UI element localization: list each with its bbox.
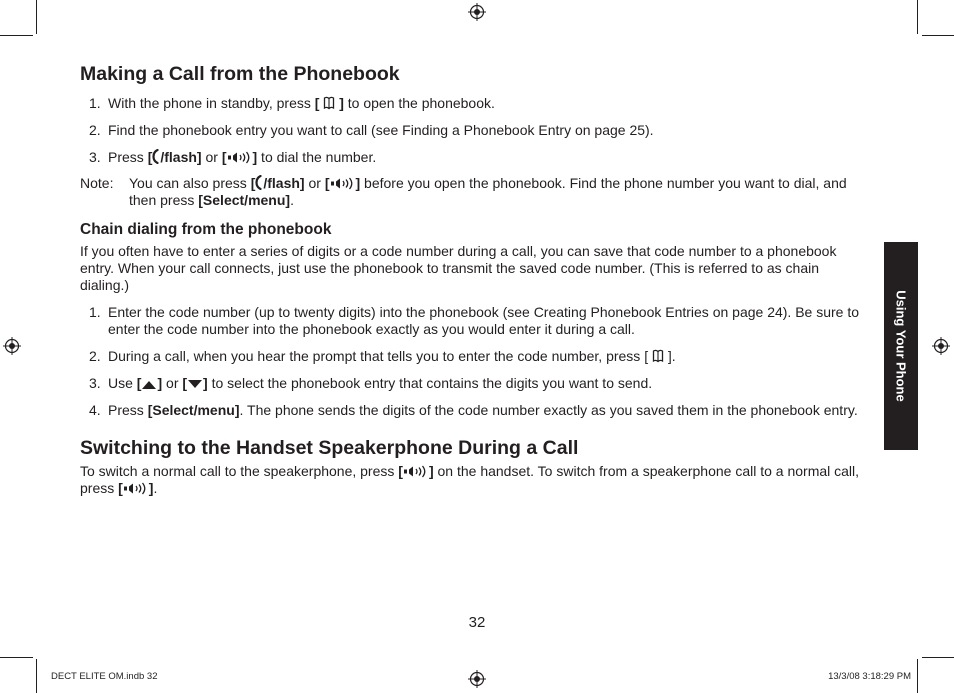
step-text: to select the phonebook entry that contains the digits you want to send. — [207, 375, 653, 391]
key-bracket: ] — [428, 463, 434, 479]
registration-mark-icon — [932, 337, 950, 355]
phonebook-icon — [652, 349, 664, 363]
registration-mark-icon — [468, 670, 486, 688]
crop-mark — [36, 659, 37, 693]
speakerphone-text-part: To switch a normal call to the speakerphone, press — [80, 463, 399, 479]
note — [80, 175, 865, 209]
list-item — [80, 375, 865, 392]
note-text: You can also press — [129, 175, 251, 191]
step-text: or — [205, 149, 222, 165]
key-bracket: ] — [339, 95, 344, 111]
step-text: to dial the number. — [257, 149, 377, 165]
flash-key-label: /flash] — [263, 175, 305, 191]
crop-mark — [36, 0, 37, 34]
page-content — [80, 62, 865, 497]
key-bracket: ] — [148, 480, 154, 496]
list-item — [80, 122, 865, 139]
note-text: before you open the phonebook. Find the phone number you want to dial, and then press — [129, 175, 847, 208]
step-number: 3. — [89, 375, 101, 391]
key-bracket: [ — [182, 375, 188, 391]
step-text: During a call, when you hear the prompt that tells you to enter the code number, press [ — [108, 348, 652, 364]
page-number: 32 — [468, 614, 486, 631]
speaker-icon — [227, 151, 253, 164]
section-heading-speakerphone: Switching to the Handset Speakerphone During a Call — [80, 437, 579, 459]
speaker-icon — [123, 482, 149, 495]
note-text: or — [304, 175, 325, 191]
speakerphone-text-part: on the handset. To switch from a speakerphone call to a normal call, press — [80, 463, 860, 496]
step-text: or — [162, 375, 183, 391]
step-number: 2. — [89, 122, 101, 138]
step-number: 4. — [89, 402, 101, 418]
list-item — [80, 95, 865, 112]
crop-mark — [917, 0, 918, 34]
step-text: Use — [108, 375, 137, 391]
step-number: 2. — [89, 348, 101, 364]
list-item — [80, 348, 865, 365]
step-text: Find the phonebook entry you want to call (see Finding a Phonebook Entry on page 25). — [108, 122, 654, 138]
key-bracket: [ — [118, 480, 123, 496]
crop-mark — [0, 657, 33, 658]
key-bracket: [ — [250, 175, 256, 191]
sub-heading-chain-dialing: Chain dialing from the phonebook — [80, 221, 332, 238]
flash-key-label: /flash] — [160, 149, 202, 165]
step-text: Press — [108, 402, 148, 418]
registration-mark-icon — [468, 3, 486, 21]
section-heading-phonebook-call: Making a Call from the Phonebook — [80, 63, 400, 85]
up-arrow-icon — [141, 379, 157, 390]
key-bracket: ] — [203, 375, 208, 391]
side-tab — [884, 242, 918, 450]
key-bracket: [ — [221, 149, 227, 165]
key-bracket: ] — [157, 375, 163, 391]
step-number: 1. — [89, 304, 101, 320]
speaker-icon — [330, 177, 356, 190]
key-bracket: [ — [147, 149, 153, 165]
select-menu-key: [Select/menu] — [198, 192, 291, 208]
key-bracket: [ — [314, 95, 320, 111]
speaker-icon — [403, 465, 429, 478]
phonebook-icon — [323, 96, 335, 110]
key-bracket: [ — [398, 463, 403, 479]
footer-file-name: DECT ELITE OM.indb 32 — [51, 671, 158, 682]
select-menu-key: [Select/menu] — [147, 402, 240, 418]
step-text: Enter the code number (up to twenty digits) into the phonebook (see Creating Phonebook Entries on page 24). Be sure to enter the code number into the phonebook exactly as you would enter it during a call. — [108, 304, 860, 337]
list-item — [80, 149, 865, 166]
note-label: Note: — [80, 175, 114, 191]
chain-intro: If you often have to enter a series of digits or a code number during a call, you can save that code number to a phonebook entry. When your call connects, just use the phonebook to transmit the saved code number. (This is referred to as chain dialing.) — [80, 243, 837, 293]
note-text: . — [290, 192, 294, 208]
step-text: With the phone in standby, press — [108, 95, 315, 111]
step-number: 3. — [89, 149, 101, 165]
crop-mark — [922, 35, 954, 36]
key-bracket: [ — [136, 375, 142, 391]
list-item — [80, 304, 865, 338]
key-bracket: ] — [252, 149, 258, 165]
key-bracket: [ — [324, 175, 330, 191]
crop-mark — [0, 35, 33, 36]
down-arrow-icon — [187, 379, 203, 390]
crop-mark — [917, 659, 918, 693]
speakerphone-text-part: . — [153, 480, 158, 496]
crop-mark — [922, 657, 954, 658]
step-text: to open the phonebook. — [343, 95, 495, 111]
footer-timestamp: 13/3/08 3:18:29 PM — [828, 671, 911, 682]
step-number: 1. — [89, 95, 101, 111]
step-text: . The phone sends the digits of the code number exactly as you saved them in the phonebook entry. — [239, 402, 858, 418]
side-tab-label: Using Your Phone — [893, 290, 909, 402]
list-item — [80, 402, 865, 419]
registration-mark-icon — [3, 337, 21, 355]
speakerphone-text — [80, 463, 865, 497]
key-bracket: ] — [355, 175, 361, 191]
step-text: Press — [108, 149, 148, 165]
step-text: ]. — [663, 348, 676, 364]
